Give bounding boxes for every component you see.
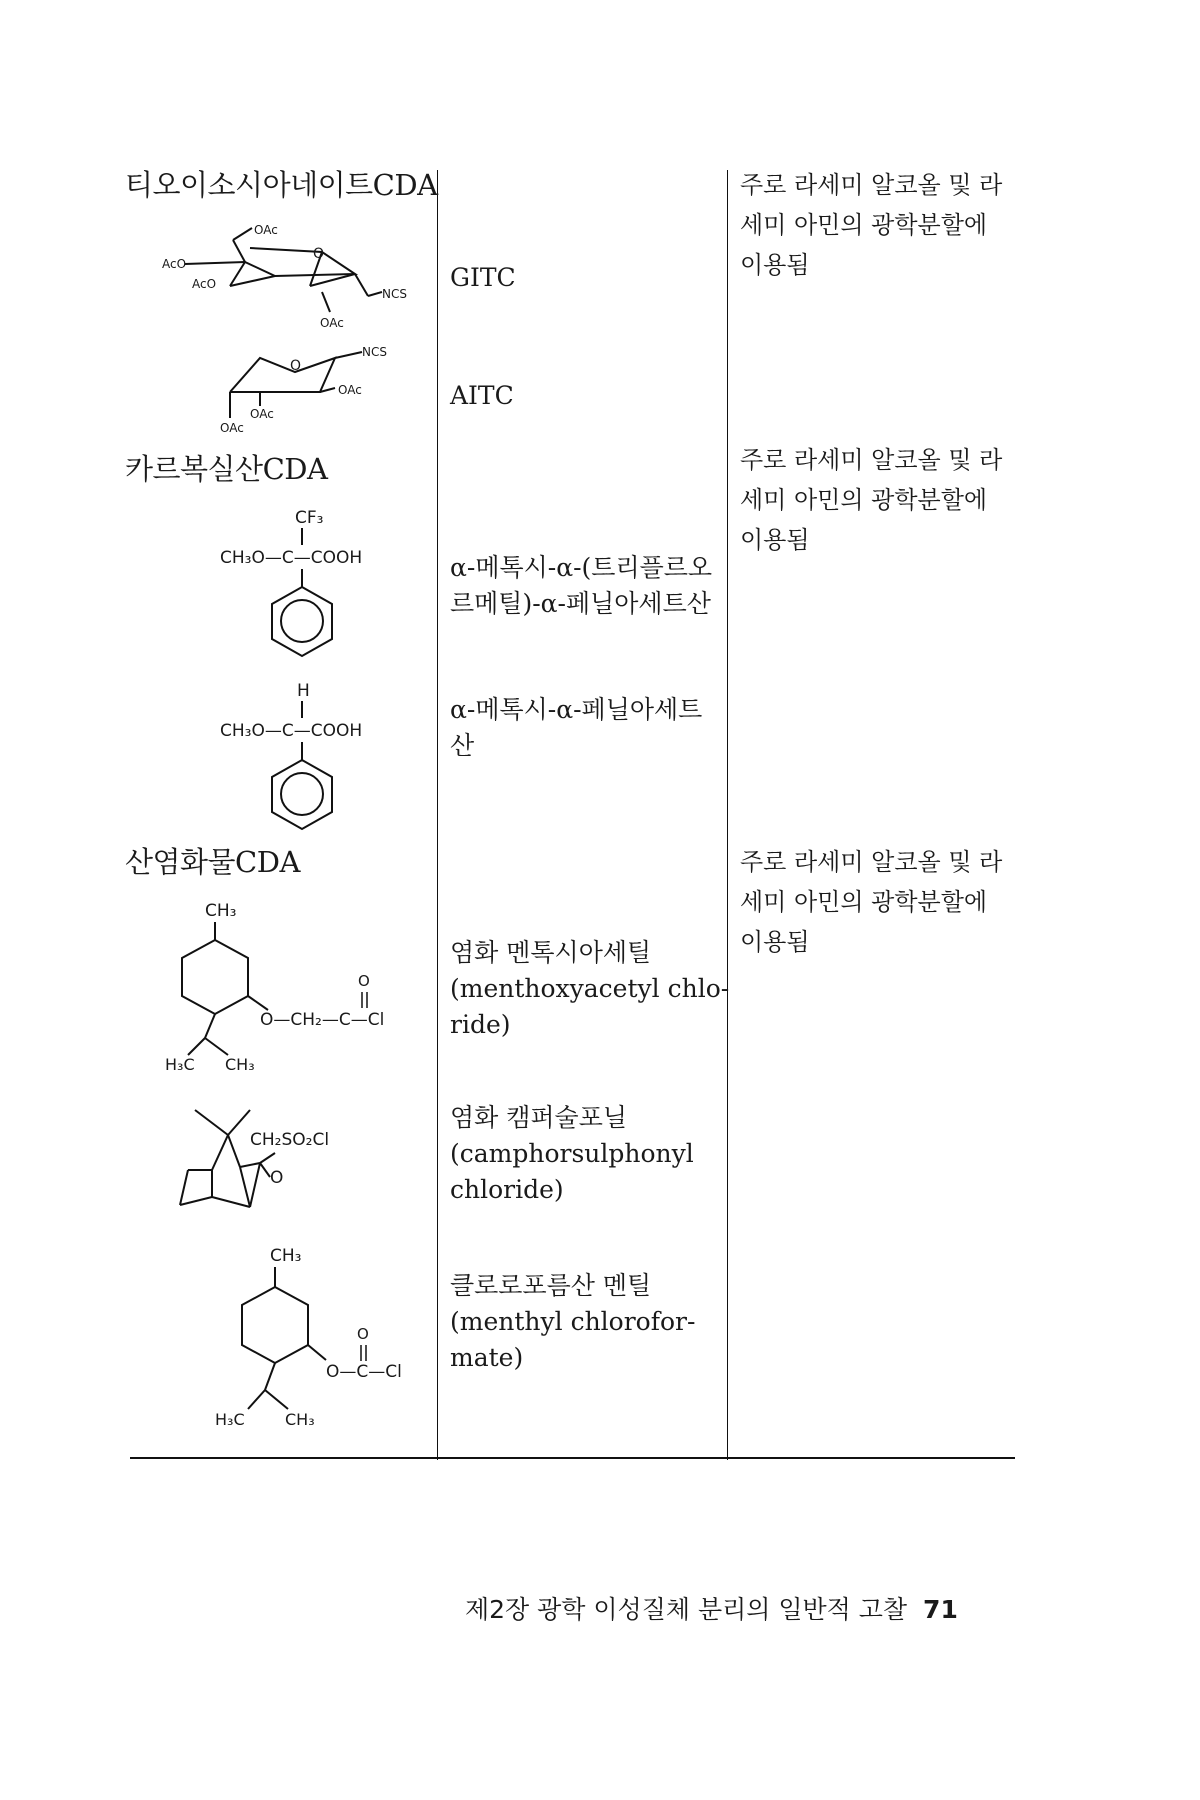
compound-name: 염화 캠퍼술포닐 (camphorsulphonyl chloride) (450, 1103, 694, 1204)
gitc-structure (150, 210, 420, 330)
structure-label: O—CH₂—C—Cl (260, 1010, 385, 1030)
category-heading: 카르복실산CDA (125, 452, 328, 486)
camphorsulphonyl-chloride-structure (170, 1105, 370, 1225)
compound-name: GITC (450, 263, 516, 292)
compound-name: 클로로포름산 멘틸 (menthyl chlorofor- mate) (450, 1271, 696, 1372)
structure-label: CH₃ (270, 1246, 302, 1266)
structure-label: OAc (250, 407, 274, 421)
structure-label: H₃C (165, 1055, 195, 1074)
mtpa-structure (215, 505, 405, 660)
structure-label: OAc (338, 383, 362, 397)
menthoxyacetyl-chloride-structure (160, 900, 430, 1075)
category-heading: 티오이소시아네이트CDA (125, 168, 438, 202)
structure-label: CH₂SO₂Cl (250, 1130, 330, 1150)
usage-note: 주로 라세미 알코올 및 라 세미 아민의 광학분할에 이용됨 (740, 848, 1003, 956)
usage-note: 주로 라세미 알코올 및 라 세미 아민의 광학분할에 이용됨 (740, 171, 1003, 279)
structure-label: O (313, 246, 325, 262)
structure-label: NCS (362, 345, 387, 359)
menthyl-chloroformate-structure (210, 1245, 440, 1435)
compound-name: α-메톡시-α-(트리플르오 르메틸)-α-페닐아세트산 (450, 553, 713, 618)
structure-label: O (358, 972, 370, 990)
structure-label: OAc (220, 421, 244, 435)
structure-label: H (297, 681, 310, 701)
structure-label: O (290, 358, 302, 374)
structure-label: CH₃ (285, 1410, 315, 1429)
structure-label: OAc (254, 223, 278, 237)
usage-note: 주로 라세미 알코올 및 라 세미 아민의 광학분할에 이용됨 (740, 446, 1003, 554)
structure-label: O (270, 1168, 284, 1188)
structure-label: CH₃O—C—COOH (220, 721, 363, 741)
structure-label: NCS (382, 287, 407, 301)
chapter-title: 제2장 광학 이성질체 분리의 일반적 고찰 (465, 1595, 908, 1624)
page-footer (465, 1590, 958, 1626)
structure-label: O (357, 1325, 369, 1343)
aitc-structure (210, 345, 410, 445)
page-number: 71 (923, 1595, 958, 1624)
structure-label: CH₃ (205, 901, 237, 921)
structure-label: CH₃O—C—COOH (220, 548, 363, 568)
column-divider-right (727, 170, 728, 1460)
structure-label: AcO (192, 277, 217, 291)
compound-name: α-메톡시-α-페닐아세트 산 (450, 695, 703, 760)
table-bottom-rule (130, 1457, 1015, 1459)
structure-label: CH₃ (225, 1055, 255, 1074)
structure-label: H₃C (215, 1410, 245, 1429)
compound-name: 염화 멘톡시아세틸 (menthoxyacetyl chlo- ride) (450, 938, 730, 1039)
compound-name: AITC (450, 381, 514, 410)
mpa-structure (215, 678, 405, 833)
structure-label: O—C—Cl (326, 1362, 402, 1382)
structure-label: CF₃ (295, 508, 324, 528)
structure-label: OAc (320, 316, 344, 330)
category-heading: 산염화물CDA (125, 845, 300, 879)
structure-label: AcO (162, 257, 187, 271)
